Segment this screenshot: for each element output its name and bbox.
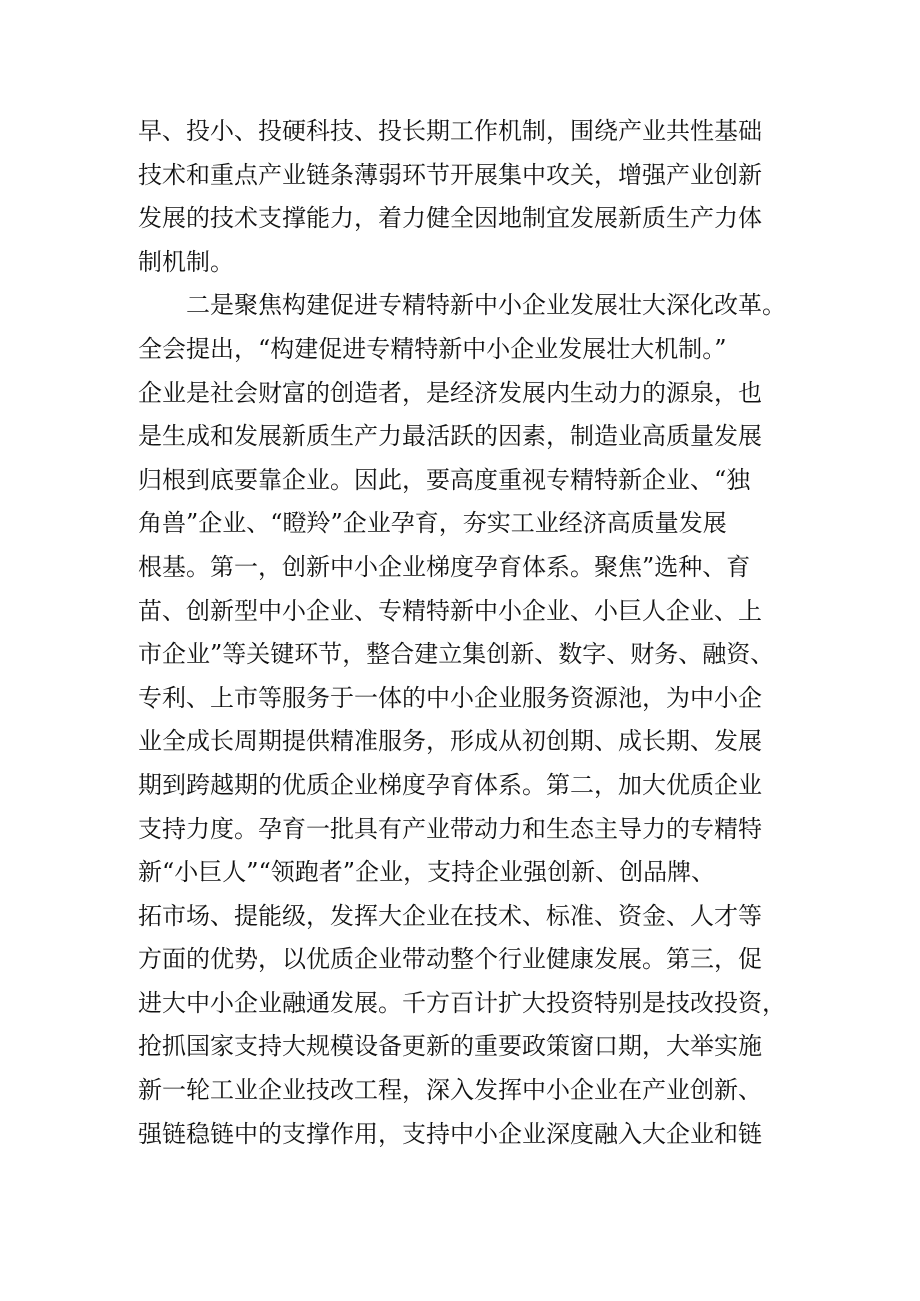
- text-line: 期到跨越期的优质企业梯度孕育体系。第二，加大优质企业: [138, 770, 762, 799]
- text-line: 苗、创新型中小企业、专精特新中小企业、小巨人企业、上: [138, 596, 762, 625]
- text-line: 新一轮工业企业技改工程，深入发挥中小企业在产业创新、: [138, 1076, 762, 1105]
- text-line: 发展的技术支撑能力，着力健全因地制宜发展新质生产力体: [138, 204, 762, 233]
- text-line: 业全成长周期提供精准服务，形成从初创期、成长期、发展: [138, 727, 762, 756]
- text-line: 支持力度。孕育一批具有产业带动力和生态主导力的专精特: [138, 814, 762, 843]
- text-line: 企业是社会财富的创造者，是经济发展内生动力的源泉，也: [138, 378, 762, 407]
- text-line: 角兽”企业、“瞪羚”企业孕育，夯实工业经济高质量发展: [138, 509, 727, 538]
- text-line: 制机制。: [138, 247, 234, 276]
- body-text: [138, 110, 798, 1156]
- text-line: 进大中小企业融通发展。千方百计扩大投资特别是技改投资，: [138, 988, 786, 1017]
- text-line: 技术和重点产业链条薄弱环节开展集中攻关，增强产业创新: [138, 160, 762, 189]
- text-line: 抢抓国家支持大规模设备更新的重要政策窗口期，大举实施: [138, 1032, 762, 1061]
- text-line: 市企业”等关键环节，整合建立集创新、数字、财务、融资、: [138, 640, 775, 669]
- text-line: 强链稳链中的支撑作用，支持中小企业深度融入大企业和链: [138, 1119, 762, 1148]
- text-line: 拓市场、提能级，发挥大企业在技术、标准、资金、人才等: [138, 901, 762, 930]
- paragraph-heading-line: 二是聚焦构建促进专精特新中小企业发展壮大深化改革。: [186, 291, 786, 320]
- text-line: 归根到底要靠企业。因此，要高度重视专精特新企业、“独: [138, 465, 751, 494]
- text-line: 新“小巨人”“领跑者”企业，支持企业强创新、创品牌、: [138, 858, 716, 887]
- text-line: 专利、上市等服务于一体的中小企业服务资源池，为中小企: [138, 683, 762, 712]
- text-line: 早、投小、投硬科技、投长期工作机制，围绕产业共性基础: [138, 117, 762, 145]
- text-line: 是生成和发展新质生产力最活跃的因素，制造业高质量发展: [138, 422, 762, 451]
- text-line: 根基。第一，创新中小企业梯度孕育体系。聚焦”选种、育: [138, 552, 751, 581]
- text-line: 方面的优势，以优质企业带动整个行业健康发展。第三，促: [138, 945, 762, 974]
- text-line: 全会提出，“构建促进专精特新中小企业发展壮大机制。”: [138, 334, 727, 363]
